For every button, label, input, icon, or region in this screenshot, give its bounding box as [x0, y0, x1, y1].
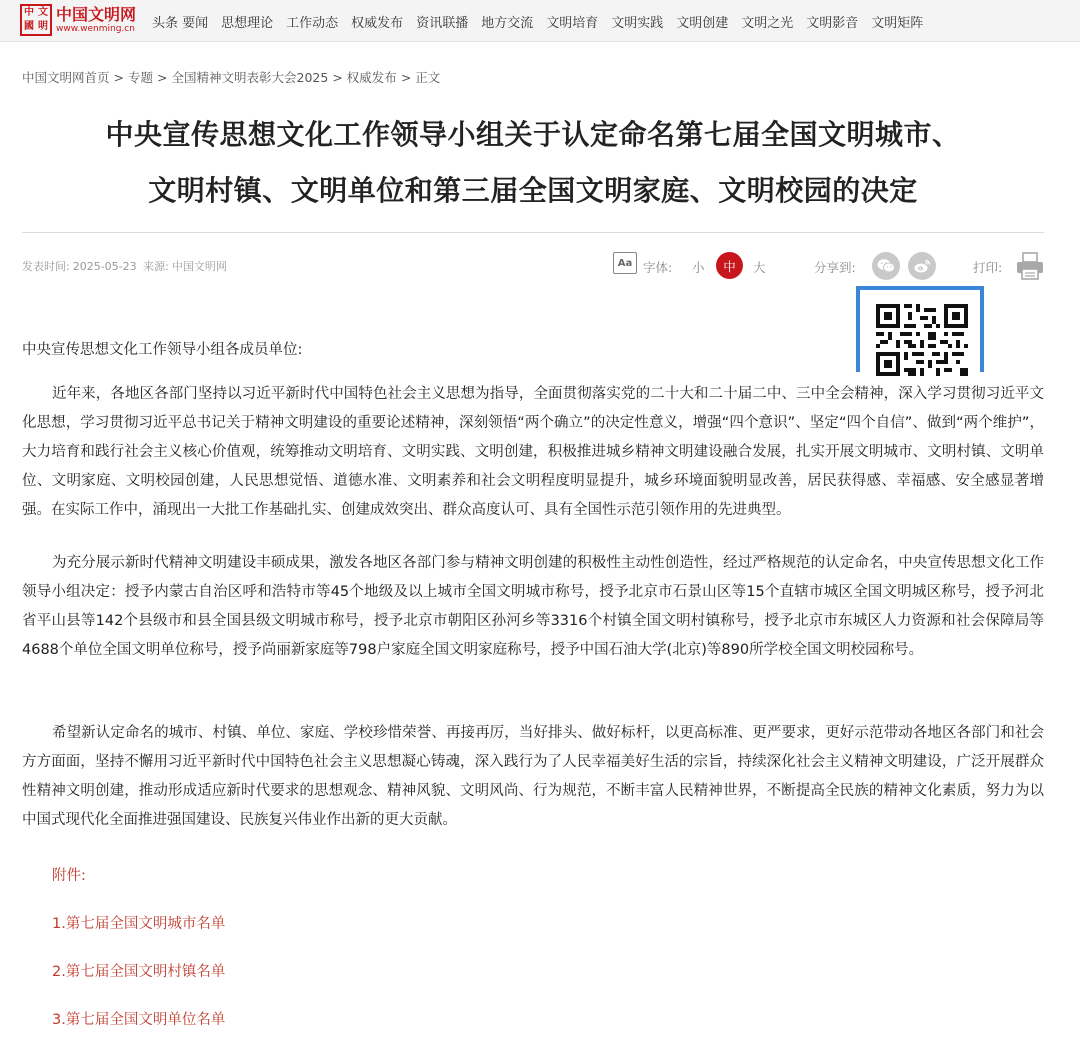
print-label: 打印: — [973, 260, 1003, 275]
font-icon-text: Aa — [617, 257, 633, 269]
font-size-large-button[interactable]: 大 — [753, 260, 766, 275]
logo-seal-char: 國 — [24, 21, 34, 32]
nav-item-civility-media[interactable]: 文明影音 — [806, 15, 859, 31]
title-divider — [22, 232, 1044, 233]
font-size-icon — [613, 252, 637, 274]
wechat-icon — [877, 258, 895, 274]
nav-item-civility-light[interactable]: 文明之光 — [741, 15, 794, 31]
nav-item-civility-creation[interactable]: 文明创建 — [676, 15, 729, 31]
qr-code-popup — [856, 286, 984, 372]
breadcrumb-separator: > — [332, 70, 343, 85]
article-paragraph: 为充分展示新时代精神文明建设丰硕成果，激发各地区各部门参与精神文明创建的积极性主动性创造性，经过严格规范的认定命名，中央宣传思想文化工作领导小组决定：授予内蒙古自治区呼和浩特市等45个地级及以上城市全国文明城市称号，授予北京市石景山区等15个直辖市城区全国文明城区称号，授予河北省平山县等142个县级市和县全国县级文明城市称号，授予北京市朝阳区孙河乡等3316个村镇全国文明村镇称号，授予北京市东城区人力资源和社会保障局等4688个单位全国文明单位称号，授予尚丽新家庭等798户家庭全国文明家庭称号，授予中国石油大学(北京)等890所学校全国文明校园称号。 — [22, 555, 1044, 658]
source-name: 中国文明网 — [171, 260, 227, 273]
nav-item-authoritative-release[interactable]: 权威发布 — [351, 15, 404, 31]
nav-item-news-feed[interactable]: 资讯联播 — [416, 15, 469, 31]
logo-seal-icon — [20, 4, 52, 36]
share-wechat-button[interactable] — [872, 252, 900, 280]
site-logo[interactable] — [20, 3, 136, 37]
breadcrumb-topic[interactable]: 专题 — [128, 70, 154, 85]
weibo-icon — [913, 258, 931, 274]
qr-code — [876, 304, 968, 376]
breadcrumb-section[interactable]: 权威发布 — [346, 70, 397, 85]
breadcrumb-separator: > — [400, 70, 412, 85]
breadcrumb-event[interactable]: 全国精神文明表彰大会2025 — [171, 70, 329, 85]
font-size-medium-button[interactable] — [716, 252, 743, 279]
logo-seal-char: 明 — [38, 21, 48, 32]
article-paragraph: 希望新认定命名的城市、村镇、单位、家庭、学校珍惜荣誉、再接再厉，当好排头、做好标杆，以更高标准、更严要求，更好示范带动各地区各部门和社会方方面面，坚持不懈用习近平新时代中国特色社会主义思想凝心铸魂，深入践行为了人民幸福美好生活的宗旨，持续深化社会主义精神文明建设，广泛开展群众性精神文明创建，推动形成适应新时代要求的思想观念、精神风貌、文明风尚、行为规范，不断丰富人民精神世界，不断提高全民族的精神文化素质，努力为以中国式现代化全面推进强国建设、民族复兴伟业作出新的更大贡献。 — [22, 725, 1044, 828]
font-size-medium-label: 中 — [723, 258, 736, 274]
font-size-label: 字体: — [643, 260, 673, 275]
logo-seal-char: 文 — [38, 7, 48, 18]
article-title-line-1: 中央宣传思想文化工作领导小组关于认定命名第七届全国文明城市、 — [105, 118, 961, 151]
breadcrumb-separator: > — [113, 70, 124, 85]
logo-text — [56, 5, 136, 35]
article-meta — [22, 258, 230, 274]
article-title-line-2: 文明村镇、文明单位和第三届全国文明家庭、文明校园的决定 — [148, 174, 918, 207]
nav-item-headlines[interactable]: 头条 要闻 — [152, 15, 209, 31]
article-addressee: 中央宣传思想文化工作领导小组各成员单位: — [22, 342, 303, 358]
share-weibo-button[interactable] — [908, 252, 936, 280]
logo-site-url: www.wenming.cn — [56, 24, 135, 34]
breadcrumb-current: 正文 — [415, 70, 441, 85]
logo-site-name: 中国文明网 — [56, 5, 137, 24]
nav-item-theory[interactable]: 思想理论 — [221, 15, 274, 31]
top-navigation-bar — [0, 0, 1080, 42]
publish-label: 发表时间: — [22, 260, 70, 273]
breadcrumb — [22, 68, 440, 86]
attachment-link-units[interactable]: 3.第七届全国文明单位名单 — [52, 1012, 226, 1028]
nav-item-civility-practice[interactable]: 文明实践 — [611, 15, 664, 31]
nav-item-civility-cultivation[interactable]: 文明培育 — [546, 15, 599, 31]
attachment-link-cities[interactable]: 1.第七届全国文明城市名单 — [52, 916, 226, 932]
printer-icon[interactable] — [1015, 252, 1045, 280]
breadcrumb-home[interactable]: 中国文明网首页 — [22, 70, 110, 85]
breadcrumb-separator: > — [157, 70, 168, 85]
font-size-small-button[interactable]: 小 — [692, 260, 705, 275]
source-label: 来源: — [143, 260, 169, 273]
main-nav — [152, 0, 936, 42]
attachment-link-villages[interactable]: 2.第七届全国文明村镇名单 — [52, 964, 226, 980]
nav-item-local-exchange[interactable]: 地方交流 — [481, 15, 534, 31]
logo-seal-char: 中 — [24, 7, 34, 18]
nav-item-work-news[interactable]: 工作动态 — [286, 15, 339, 31]
publish-date: 2025-05-23 — [72, 260, 137, 273]
share-label: 分享到: — [814, 260, 856, 275]
article-paragraph: 近年来，各地区各部门坚持以习近平新时代中国特色社会主义思想为指导，全面贯彻落实党的二十大和二十届二中、三中全会精神，深入学习贯彻习近平文化思想，学习贯彻习近平总书记关于精神文明建设的重要论述精神，深刻领悟“两个确立”的决定性意义，增强“四个意识”、坚定“四个自信”、做到“两个维护”，大力培育和践行社会主义核心价值观，统筹推动文明培育、文明实践、文明创建，积极推进城乡精神文明建设融合发展，扎实开展文明城市、文明村镇、文明单位、文明家庭、文明校园创建，人民思想觉悟、道德水准、文明素养和社会文明程度明显提升，城乡环境面貌明显改善，居民获得感、幸福感、安全感显著增强。在实际工作中，涌现出一大批工作基础扎实、创建成效突出、群众高度认可、具有全国性示范引领作用的先进典型。 — [22, 386, 1044, 518]
nav-item-civility-matrix[interactable]: 文明矩阵 — [871, 15, 924, 31]
attachments-label: 附件: — [52, 868, 86, 884]
